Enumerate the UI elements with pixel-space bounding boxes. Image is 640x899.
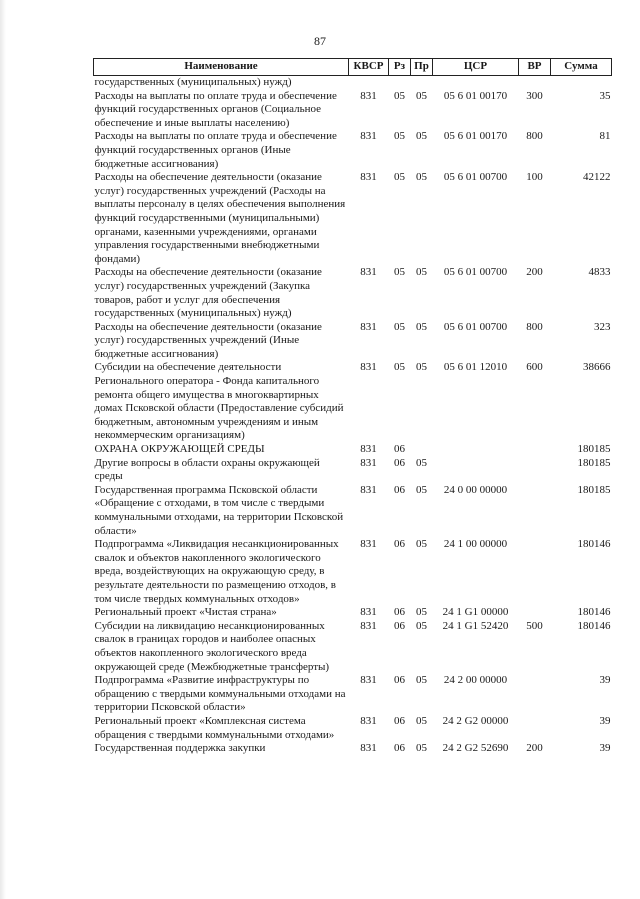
budget-table: [93, 58, 612, 756]
cell-kvsr: 831: [360, 742, 377, 755]
cell-rz: 06: [394, 456, 405, 469]
cell-sum: 42122: [583, 171, 611, 184]
cell-rz: 06: [394, 714, 405, 727]
cell-name: Субсидии на ликвидацию несанкционированных свалок в границах городов и наиболее опасных объектов накопленного экологического вреда окружающей среде (Межбюджетные трансферты): [94, 619, 330, 673]
cell-csr: 24 2 00 00000: [443, 674, 508, 687]
cell-pr: 05: [416, 171, 427, 184]
cell-sum: 38666: [583, 361, 611, 374]
page-number: 87: [314, 34, 326, 48]
cell-pr: 05: [416, 483, 427, 496]
cell-pr: 05: [416, 456, 427, 469]
cell-csr: [433, 76, 519, 90]
cell-csr: 24 0 00 00000: [443, 483, 508, 496]
cell-pr: 05: [416, 320, 427, 333]
cell-pr: 05: [416, 89, 427, 102]
cell-sum: 39: [599, 674, 611, 687]
cell-sum: 81: [599, 130, 611, 143]
cell-name: ОХРАНА ОКРУЖАЮЩЕЙ СРЕДЫ: [94, 443, 265, 456]
cell-name: Подпрограмма «Ликвидация несанкционированных свалок и объектов накопленного экологического вреда, воздействующих на окружающую среду, в результате деятельности по размещению отходов, в том числе твердых коммунальных отходов»: [94, 538, 339, 605]
cell-pr: 05: [416, 538, 427, 551]
cell-pr: 05: [416, 266, 427, 279]
cell-vr: 300: [526, 89, 543, 102]
header-pr: Пр: [411, 59, 433, 76]
cell-csr: 24 1 00 00000: [443, 538, 508, 551]
cell-vr: 200: [526, 742, 543, 755]
cell-rz: 05: [394, 171, 405, 184]
table-row: [94, 266, 612, 320]
cell-csr: 05 6 01 00700: [443, 320, 508, 333]
cell-kvsr: 831: [360, 538, 377, 551]
cell-rz: 05: [394, 89, 405, 102]
cell-pr: 05: [416, 742, 427, 755]
cell-pr: [411, 76, 433, 90]
cell-name: Государственная программа Псковской области «Обращение с отходами, в том числе с твердыми коммунальными отходами, на территории Псковской области»: [94, 483, 344, 537]
header-sum: Сумма: [551, 59, 612, 76]
cell-sum: 180185: [577, 443, 611, 456]
cell-rz: 05: [394, 361, 405, 374]
cell-vr: [519, 538, 551, 606]
cell-kvsr: 831: [360, 443, 377, 456]
cell-name: Расходы на обеспечение деятельности (оказание услуг) государственных учреждений (Иные бюджетные ассигнования): [94, 320, 322, 360]
cell-sum: 180146: [577, 619, 611, 632]
cell-sum: 4833: [588, 266, 611, 279]
cell-rz: 05: [394, 266, 405, 279]
table-row: [94, 443, 612, 457]
cell-name: Региональный проект «Комплексная система обращения с твердыми коммунальными отходами»: [94, 714, 335, 741]
cell-csr: 24 1 G1 00000: [442, 606, 509, 619]
cell-sum: 180146: [577, 538, 611, 551]
cell-kvsr: 831: [360, 714, 377, 727]
cell-sum: 180185: [577, 456, 611, 469]
cell-kvsr: 831: [360, 89, 377, 102]
cell-kvsr: 831: [360, 674, 377, 687]
cell-kvsr: 831: [360, 361, 377, 374]
cell-kvsr: 831: [360, 606, 377, 619]
table-row: [94, 606, 612, 620]
cell-sum: 35: [599, 89, 611, 102]
cell-vr: [519, 715, 551, 742]
cell-sum: 39: [599, 714, 611, 727]
cell-csr: 24 2 G2 00000: [442, 714, 509, 727]
cell-kvsr: 831: [360, 483, 377, 496]
cell-sum: 323: [594, 320, 611, 333]
cell-vr: 800: [526, 320, 543, 333]
cell-name: Расходы на обеспечение деятельности (оказание услуг) государственных учреждений (Закупка товаров, работ и услуг для обеспечения государственных (муниципальных) нужд): [94, 266, 322, 320]
cell-pr: 05: [416, 361, 427, 374]
cell-kvsr: 831: [360, 266, 377, 279]
cell-csr: 05 6 01 00700: [443, 266, 508, 279]
cell-name: Расходы на обеспечение деятельности (оказание услуг) государственных учреждений (Расходы на выплаты персоналу в целях обеспечения выполнения функций государственными (муниципальными) органами, казенными учреждениями, органами управления государственными внебюджетными фондами): [94, 171, 346, 265]
cell-vr: 200: [526, 266, 543, 279]
cell-vr: [519, 484, 551, 538]
cell-rz: 06: [394, 538, 405, 551]
table-row: [94, 484, 612, 538]
cell-kvsr: 831: [360, 456, 377, 469]
cell-sum: 180185: [577, 483, 611, 496]
table-row: [94, 715, 612, 742]
cell-name: Расходы на выплаты по оплате труда и обеспечение функций государственных органов (Иные бюджетные ассигнования): [94, 130, 337, 170]
cell-kvsr: 831: [360, 130, 377, 143]
cell-vr: 100: [526, 171, 543, 184]
cell-rz: [389, 76, 411, 90]
header-kvsr: КВСР: [349, 59, 389, 76]
table-row: [94, 361, 612, 443]
table-row: [94, 76, 612, 90]
cell-csr: 05 6 01 00170: [443, 89, 508, 102]
cell-rz: 05: [394, 130, 405, 143]
cell-name: государственных (муниципальных) нужд): [94, 76, 292, 88]
cell-name: Региональный проект «Чистая страна»: [94, 606, 277, 619]
cell-vr: [519, 674, 551, 715]
table-row: [94, 742, 612, 756]
cell-name: Другие вопросы в области охраны окружающей среды: [94, 456, 320, 483]
cell-pr: [411, 443, 433, 457]
cell-vr: [519, 606, 551, 620]
cell-name: Подпрограмма «Развитие инфраструктуры по обращению с твердыми коммунальными отходами на территории Псковской области»: [94, 674, 346, 714]
cell-name: Государственная поддержка закупки: [94, 742, 266, 755]
cell-csr: 05 6 01 00700: [443, 171, 508, 184]
cell-pr: 05: [416, 606, 427, 619]
cell-csr: 05 6 01 00170: [443, 130, 508, 143]
cell-name: Расходы на выплаты по оплате труда и обеспечение функций государственных органов (Социальное обеспечение и иные выплаты населению): [94, 89, 337, 129]
cell-pr: 05: [416, 619, 427, 632]
cell-kvsr: 831: [360, 619, 377, 632]
cell-pr: 05: [416, 714, 427, 727]
cell-csr: 24 1 G1 52420: [442, 619, 509, 632]
cell-vr: 800: [526, 130, 543, 143]
cell-rz: 06: [394, 606, 405, 619]
header-vr: ВР: [519, 59, 551, 76]
table-header-row: [94, 59, 612, 76]
cell-csr: 24 2 G2 52690: [442, 742, 509, 755]
cell-vr: 500: [526, 619, 543, 632]
header-name: Наименование: [94, 59, 349, 76]
cell-kvsr: [349, 76, 389, 90]
cell-csr: 05 6 01 12010: [443, 361, 508, 374]
header-csr: ЦСР: [433, 59, 519, 76]
table-body: [94, 76, 612, 756]
cell-vr: [519, 457, 551, 484]
cell-pr: 05: [416, 674, 427, 687]
cell-pr: 05: [416, 130, 427, 143]
table-row: [94, 90, 612, 131]
cell-sum: 39: [599, 742, 611, 755]
cell-rz: 06: [394, 443, 405, 456]
cell-vr: [519, 76, 551, 90]
cell-csr: [433, 443, 519, 457]
cell-rz: 06: [394, 483, 405, 496]
cell-csr: [433, 457, 519, 484]
scan-margin: [0, 0, 6, 899]
table-row: [94, 674, 612, 715]
table-row: [94, 171, 612, 266]
cell-vr: 600: [526, 361, 543, 374]
cell-sum: 180146: [577, 606, 611, 619]
cell-rz: 05: [394, 320, 405, 333]
cell-rz: 06: [394, 742, 405, 755]
header-rz: Рз: [389, 59, 411, 76]
cell-name: Субсидии на обеспечение деятельности Регионального оператора - Фонда капитального ремонта общего имущества в многоквартирных домах Псковской области (Предоставление субсидий бюджетным, автономным учреждениям и иным некоммерческим организациям): [94, 361, 344, 442]
table-row: [94, 457, 612, 484]
cell-kvsr: 831: [360, 320, 377, 333]
table-row: [94, 620, 612, 674]
table-row: [94, 321, 612, 362]
cell-vr: [519, 443, 551, 457]
cell-rz: 06: [394, 674, 405, 687]
table-row: [94, 130, 612, 171]
cell-sum: [551, 76, 612, 90]
cell-kvsr: 831: [360, 171, 377, 184]
table-row: [94, 538, 612, 606]
cell-rz: 06: [394, 619, 405, 632]
